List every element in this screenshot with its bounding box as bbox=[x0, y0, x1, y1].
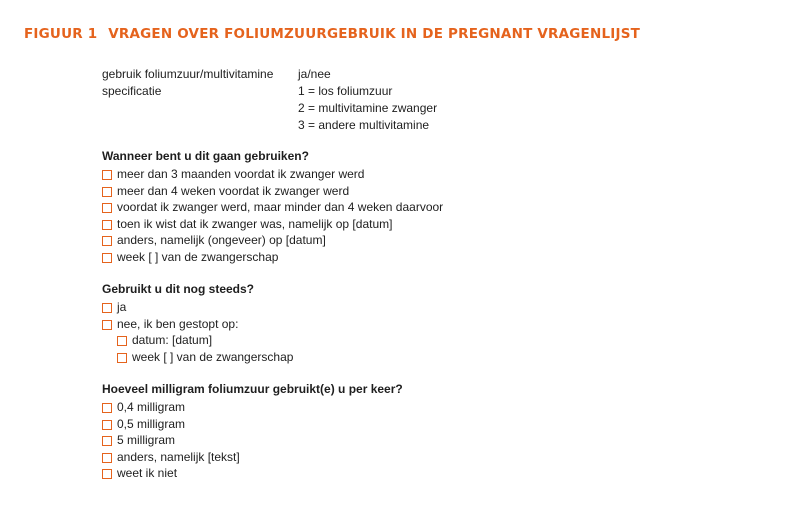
option-label: anders, namelijk [tekst] bbox=[117, 449, 240, 464]
answer-sub-option[interactable] bbox=[117, 349, 742, 366]
checkbox[interactable] bbox=[102, 220, 112, 230]
figure-title bbox=[24, 26, 640, 42]
question-title: Gebruikt u dit nog steeds? bbox=[102, 282, 255, 296]
option-label: 0,5 milligram bbox=[117, 416, 186, 431]
answer-option[interactable] bbox=[102, 199, 742, 216]
checkbox[interactable] bbox=[117, 336, 127, 346]
question-dose bbox=[102, 381, 742, 482]
checkbox[interactable] bbox=[102, 420, 112, 430]
definition-label: specificatie bbox=[102, 84, 162, 98]
checkbox[interactable] bbox=[102, 303, 112, 313]
option-label: meer dan 3 maanden voordat ik zwanger werd bbox=[117, 167, 365, 181]
answer-option[interactable] bbox=[102, 216, 742, 233]
checkbox[interactable] bbox=[102, 320, 112, 330]
checkbox[interactable] bbox=[102, 170, 112, 180]
checkbox[interactable] bbox=[102, 453, 112, 463]
option-label: ja bbox=[117, 300, 127, 314]
checkbox[interactable] bbox=[102, 187, 112, 197]
option-label: voordat ik zwanger werd, maar minder dan 4 weken daarvoor bbox=[117, 200, 444, 214]
checkbox[interactable] bbox=[102, 469, 112, 479]
option-label: nee, ik ben gestopt op: bbox=[117, 316, 239, 331]
figure-title-text: VRAGEN OVER FOLIUMZUURGEBRUIK IN DE PREGNANT VRAGENLIJST bbox=[108, 26, 641, 42]
answer-option[interactable] bbox=[102, 316, 742, 333]
checkbox[interactable] bbox=[102, 203, 112, 213]
option-label: weet ik niet bbox=[117, 466, 178, 480]
answer-option[interactable] bbox=[102, 249, 742, 266]
answer-option[interactable] bbox=[102, 299, 742, 316]
question-title: Wanneer bent u dit gaan gebruiken? bbox=[102, 149, 309, 163]
answer-option[interactable] bbox=[102, 449, 742, 466]
definition-label: gebruik foliumzuur/multivitamine bbox=[102, 67, 274, 81]
question-still-using bbox=[102, 281, 742, 365]
answer-option[interactable] bbox=[102, 166, 742, 183]
question-start-use bbox=[102, 148, 742, 265]
option-label: 0,4 milligram bbox=[117, 400, 186, 414]
answer-option[interactable] bbox=[102, 399, 742, 416]
checkbox[interactable] bbox=[102, 253, 112, 263]
option-label: week [ ] van de zwangerschap bbox=[117, 249, 279, 264]
figure-number: FIGUUR 1 bbox=[24, 26, 98, 42]
option-list bbox=[102, 399, 742, 482]
answer-option[interactable] bbox=[102, 432, 742, 449]
answer-option[interactable] bbox=[102, 416, 742, 433]
option-label: anders, namelijk (ongeveer) op [datum] bbox=[117, 233, 326, 247]
checkbox[interactable] bbox=[117, 353, 127, 363]
questionnaire bbox=[102, 66, 742, 482]
option-label: meer dan 4 weken voordat ik zwanger werd bbox=[117, 183, 350, 198]
answer-option[interactable] bbox=[102, 232, 742, 249]
option-label: week [ ] van de zwangerschap bbox=[132, 349, 294, 364]
checkbox[interactable] bbox=[102, 403, 112, 413]
checkbox[interactable] bbox=[102, 236, 112, 246]
definition-value: ja/nee bbox=[298, 67, 331, 81]
variable-definitions bbox=[102, 66, 742, 136]
answer-option[interactable] bbox=[102, 465, 742, 482]
answer-option[interactable] bbox=[102, 183, 742, 200]
option-label: 5 milligram bbox=[117, 433, 176, 447]
option-list bbox=[102, 299, 742, 365]
question-title: Hoeveel milligram foliumzuur gebruikt(e) u per keer? bbox=[102, 382, 403, 396]
checkbox[interactable] bbox=[102, 436, 112, 446]
definition-value: 2 = multivitamine zwanger bbox=[298, 101, 438, 115]
answer-sub-option[interactable] bbox=[117, 332, 742, 349]
option-list bbox=[102, 166, 742, 265]
definition-value: 3 = andere multivitamine bbox=[298, 118, 430, 132]
definition-value: 1 = los foliumzuur bbox=[298, 84, 393, 98]
option-label: toen ik wist dat ik zwanger was, namelijk op [datum] bbox=[117, 216, 393, 231]
option-label: datum: [datum] bbox=[132, 333, 213, 347]
